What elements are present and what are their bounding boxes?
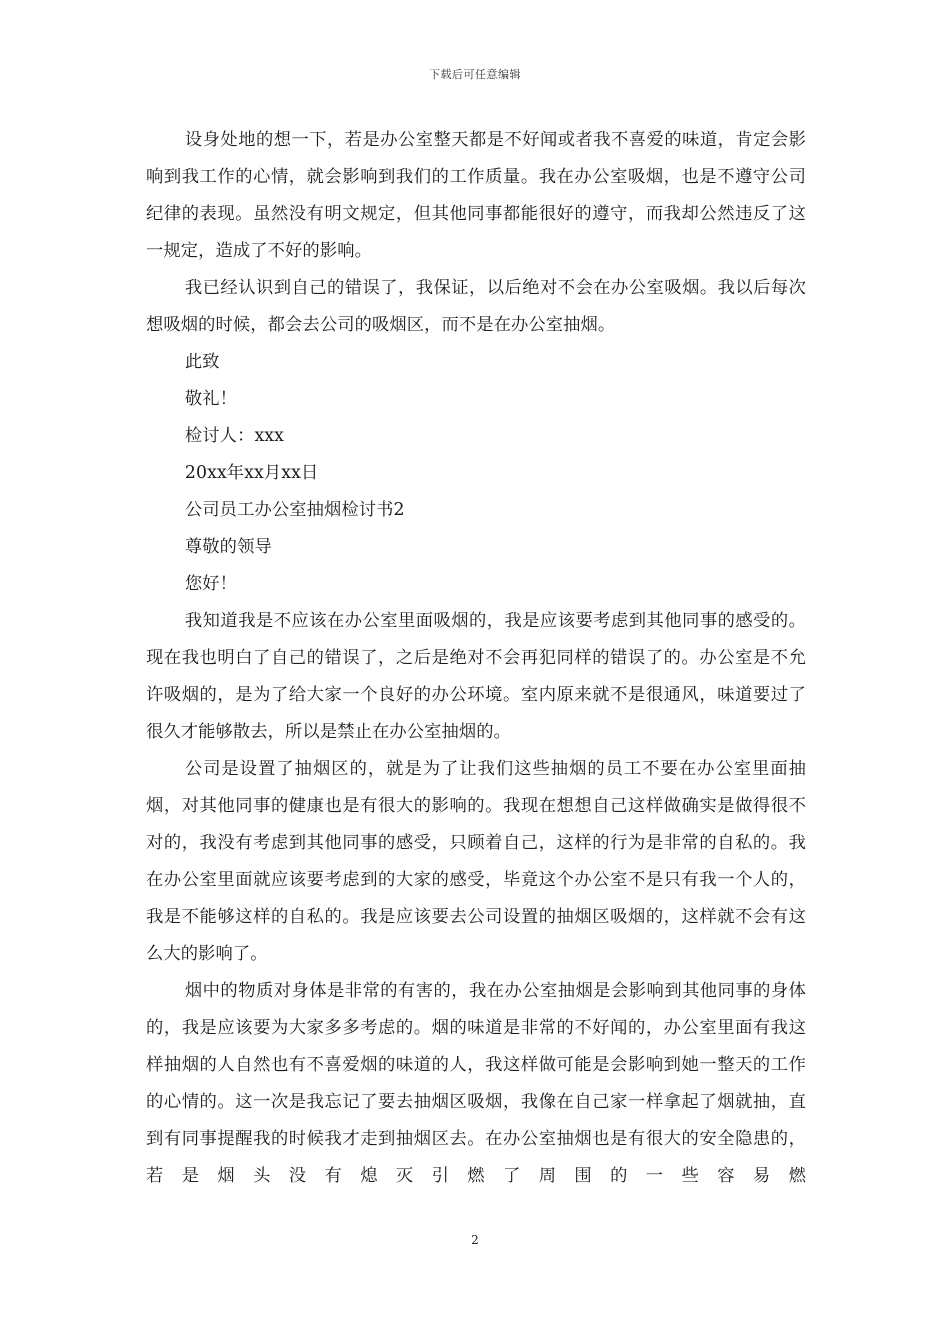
closing-regards: 敬礼！ bbox=[184, 389, 238, 409]
page-header: 下载后可任意编辑 bbox=[429, 68, 521, 81]
paragraph-promise: 我已经认识到自己的错误了，我保证，以后绝对不会在办公室吸烟。我以后每次想吸烟的时候，都会去公司的吸烟区，而不是在办公室抽烟。 bbox=[146, 278, 806, 335]
greeting-recipient: 尊敬的领导 bbox=[184, 537, 272, 557]
paragraph-smoking-area: 公司是设置了抽烟区的，就是为了让我们这些抽烟的员工不要在办公室里面抽烟，对其他同事的健康也是有很大的影响的。我现在想想自己这样做确实是做得很不对的，我没有考虑到其他同事的感受，只顾着自己，这样的行为是非常的自私的。我在办公室里面就应该要考虑到的大家的感受，毕竟这个办公室不是只有我一个人的，我是不能够这样的自私的。我是应该要去公司设置的抽烟区吸烟的，这样就不会有这么大的影响了。 bbox=[146, 759, 806, 964]
paragraph-workplace-smell: 设身处地的想一下，若是办公室整天都是不好闻或者我不喜爱的味道，肯定会影响到我工作的心情，就会影响到我们的工作质量。我在办公室吸烟，也是不遵守公司纪律的表现。虽然没有明文规定，但其他同事都能很好的遵守，而我却公然违反了这一规定，造成了不好的影响。 bbox=[146, 130, 806, 261]
document-body bbox=[146, 122, 806, 1195]
paragraph-acknowledgement: 我知道我是不应该在办公室里面吸烟的，我是应该要考虑到其他同事的感受的。现在我也明白了自己的错误了，之后是绝对不会再犯同样的错误了的。办公室是不允许吸烟的，是为了给大家一个良好的办公环境。室内原来就不是很通风，味道要过了很久才能够散去，所以是禁止在办公室抽烟的。 bbox=[146, 611, 806, 742]
paragraph-health-safety: 烟中的物质对身体是非常的有害的，我在办公室抽烟是会影响到其他同事的身体的，我是应该要为大家多多考虑的。烟的味道是非常的不好闻的，办公室里面有我这样抽烟的人自然也有不喜爱烟的味道的人，我这样做可能是会影响到她一整天的工作的心情的。这一次是我忘记了要去抽烟区吸烟，我像在自己家一样拿起了烟就抽，直到有同事提醒我的时候我才走到抽烟区去。在办公室抽烟也是有很大的安全隐患的，若是烟头没有熄灭引燃了周围的一些容易燃 bbox=[146, 981, 806, 1186]
closing-salutation: 此致 bbox=[184, 352, 220, 372]
signature-line: 检讨人：xxx bbox=[184, 426, 284, 446]
greeting-hello: 您好！ bbox=[184, 574, 238, 594]
section-title: 公司员工办公室抽烟检讨书2 bbox=[184, 500, 405, 520]
page-number: 2 bbox=[471, 1233, 479, 1247]
date-line: 20xx年xx月xx日 bbox=[184, 463, 319, 483]
